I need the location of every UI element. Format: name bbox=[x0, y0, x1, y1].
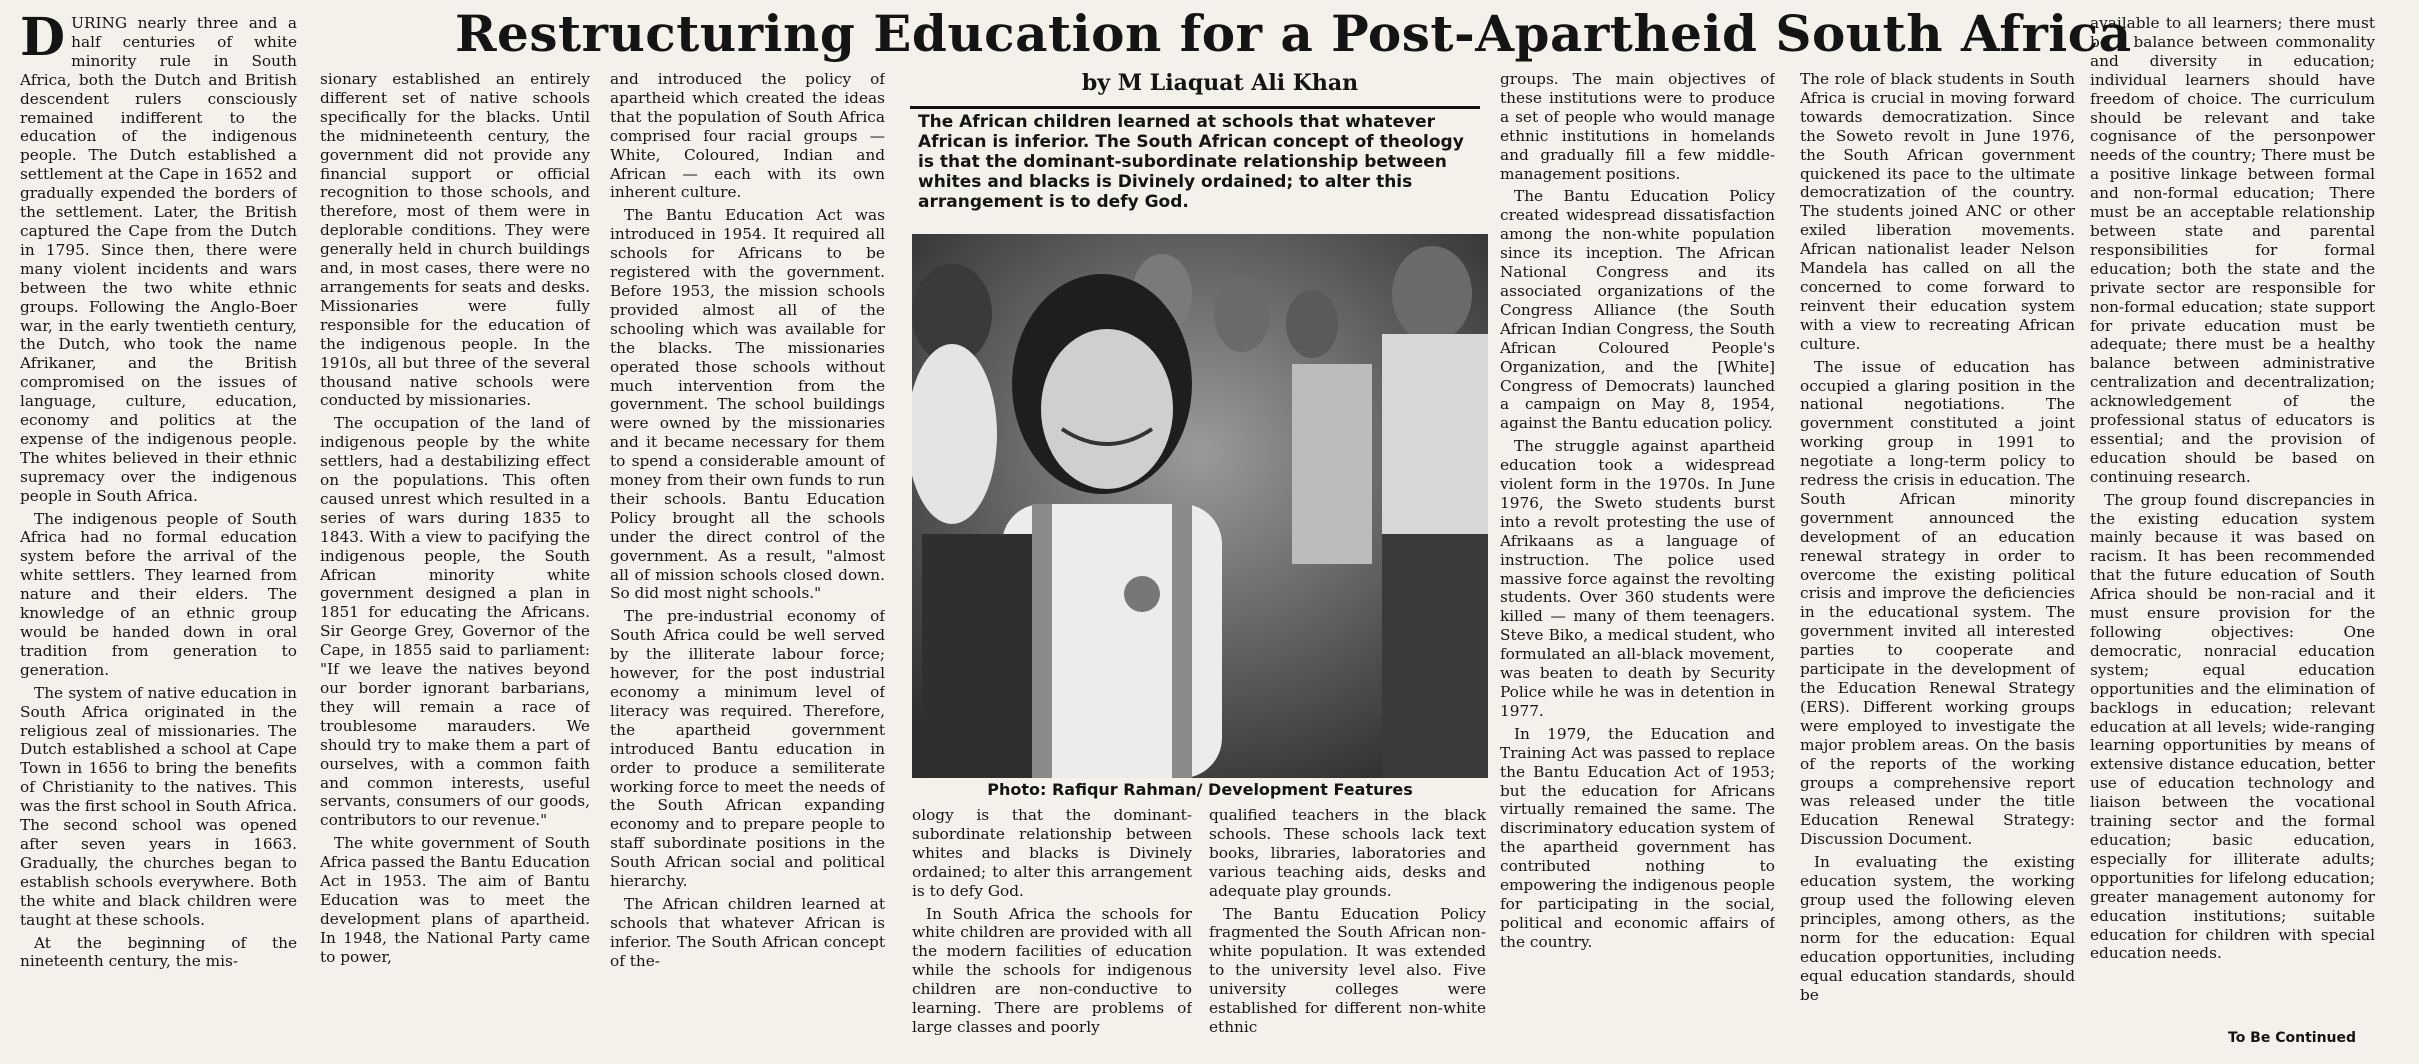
article-column-5 bbox=[1209, 806, 1486, 1041]
paragraph: and introduced the policy of apartheid which created the ideas that the population of South Africa comprised four racial groups — White, Coloured, Indian and African — each with its own inherent culture. bbox=[610, 70, 885, 202]
paragraph: The issue of education has occupied a glaring position in the national negotiations. The government constituted a joint working group in 1991 to negotiate a long-term policy to redress the crisis in education. The South African minority government announced the development of an education renewal strategy in order to overcome the existing political crisis and improve the deficiencies in the educational system. The government invited all interested parties to cooperate and participate in the development of the Education Renewal Strategy (ERS). Different working groups were employed to investigate the major problem areas. On the basis of the reports of the working groups a comprehensive report was released under the title Education Renewal Strategy: Discussion Document. bbox=[1800, 357, 2075, 849]
paragraph: sionary established an entirely different set of native schools specifically for the blacks. Until the midnineteenth century, the government did not provide any financial support or official recognition to those schools, and therefore, most of them were in deplorable conditions. They were generally held in church buildings and, in most cases, there were no arrangements for seats and desks. Missionaries were fully responsible for the education of the indigenous people. In the 1910s, all but three of the several thousand native schools were conducted by missionaries. bbox=[320, 70, 590, 410]
paragraph: The group found discrepancies in the existing education system mainly because it was based on racism. It has been recommended that the future education of South Africa should be non-racial and it must ensure provision for the following objectives: One democratic, nonracial education system; equal education opportunities and the elimination of backlogs in education; relevant education at all levels; wide-ranging learning opportunities by means of extensive distance education, better use of education technology and liaison between the vocational training sector and the formal education; basic education, especially for illiterate adults; opportunities for lifelong education; greater management autonomy for education institutions; suitable education for children with special education needs. bbox=[2090, 490, 2375, 963]
paragraph: The white government of South Africa passed the Bantu Education Act in 1953. The aim of Bantu Education was to meet the development plans of apartheid. In 1948, the National Party came to power, bbox=[320, 834, 590, 966]
article-column-2 bbox=[320, 70, 590, 971]
paragraph: ology is that the dominant-subordinate relationship between whites and blacks is Divinely ordained; to alter this arrangement is to defy God. bbox=[912, 806, 1192, 900]
paragraph: The struggle against apartheid education took a widespread violent form in the 1970s. In June 1976, the Sweto students burst into a revolt protesting the use of Afrikaans as a language of instruction. The police used massive force against the revolting students. Over 360 students were killed — many of them teenagers. Steve Biko, a medical student, who formulated an all-black movement, was beaten to death by Security Police while he was in detention in 1977. bbox=[1500, 437, 1775, 720]
news-photo bbox=[912, 234, 1488, 778]
article-column-7 bbox=[1800, 70, 2075, 1008]
paragraph: URING nearly three and a half centuries of white minority rule in South Africa, both the Dutch and British descendent rulers consciously remained indifferent to the education of the indigenous people. The Dutch established a settlement at the Cape in 1652 and gradually expended the borders of the settlement. Later, the British captured the Cape from the Dutch in 1795. Since then, there were many violent incidents and wars between the two white ethnic groups. Following the Anglo-Boer war, in the early twentieth century, the Dutch, who took the name Afrikaner, and the British compromised on the issues of language, culture, education, economy and politics at the expense of the indigenous people. The whites believed in their ethnic supremacy over the indigenous people in South Africa. bbox=[20, 14, 297, 505]
paragraph: The Bantu Education Policy fragmented the South African non-white population. It was extended to the university level also. Five university colleges were established for different non-white ethnic bbox=[1209, 904, 1486, 1036]
article-column-4 bbox=[912, 806, 1192, 1041]
paragraph: The indigenous people of South Africa had no formal education system before the arrival of the white settlers. They learned from nature and their elders. The knowledge of an ethnic group would be handed down in oral tradition from generation to generation. bbox=[20, 509, 297, 679]
paragraph: The Bantu Education Policy created widespread dissatisfaction among the non-white population since its inception. The African National Congress and its associated organizations of the Congress Alliance (the South African Indian Congress, the South African Coloured People's Organization, and the [White] Congress of Democrats) launched a campaign on May 8, 1954, against the Bantu education policy. bbox=[1500, 187, 1775, 433]
byline: by M Liaquat Ali Khan bbox=[1081, 70, 1359, 96]
paragraph: The occupation of the land of indigenous people by the white settlers, had a destabilizing effect on the populations. This often caused unrest which resulted in a series of wars during 1835 to 1843. With a view to pacifying the indigenous people, the South African minority white government designed a plan in 1851 for educating the Africans. Sir George Grey, Governor of the Cape, in 1855 said to parliament: "If we leave the natives beyond our border ignorant barbarians, they will remain a race of troublesome marauders. We should try to make them a part of ourselves, with a common faith and common interests, useful servants, consumers of our goods, contributors to our revenue." bbox=[320, 414, 590, 830]
paragraph: qualified teachers in the black schools. These schools lack text books, libraries, laboratories and various teaching aids, desks and adequate play grounds. bbox=[1209, 806, 1486, 900]
article-column-1 bbox=[20, 14, 297, 975]
paragraph: The system of native education in South Africa originated in the religious zeal of missionaries. The Dutch established a school at Cape Town in 1656 to bring the benefits of Christianity to the natives. This was the first school in South Africa. The second school was opened after seven years in 1663. Gradually, the churches began to establish schools everywhere. Both the white and black children were taught at these schools. bbox=[20, 683, 297, 929]
paragraph: The role of black students in South Africa is crucial in moving forward towards democratization. Since the Soweto revolt in June 1976, the South African government quickened its pace to the ultimate democratization of the country. The students joined ANC or other exiled liberation movements. African nationalist leader Nelson Mandela has called on all the concerned to come forward to reinvent their education system with a view to recreating African culture. bbox=[1800, 70, 2075, 353]
article-column-3 bbox=[610, 70, 885, 975]
article-column-8 bbox=[2090, 14, 2375, 967]
paragraph: In evaluating the existing education system, the working group used the following eleven principles, among others, as the norm for the education: Equal education opportunities, including equal education standards, should be bbox=[1800, 853, 2075, 1004]
pull-quote: The African children learned at schools that whatever African is inferior. The South African concept of theology is that the dominant-subordinate relationship between whites and blacks is Divinely ordained; to alter this arrangement is to defy God. bbox=[918, 112, 1464, 212]
paragraph: In 1979, the Education and Training Act was passed to replace the Bantu Education Act of 1953; but the education for Africans virtually remained the same. The discriminatory education system of the apartheid government has contributed nothing to empowering the indigenous people for participating in the social, political and economic affairs of the country. bbox=[1500, 724, 1775, 951]
paragraph: The African children learned at schools that whatever African is inferior. The South African concept of the- bbox=[610, 894, 885, 970]
article-column-6 bbox=[1500, 70, 1775, 956]
paragraph: At the beginning of the nineteenth century, the mis- bbox=[20, 933, 297, 971]
drop-cap: D bbox=[20, 14, 66, 68]
continued-label: To Be Continued bbox=[2228, 1030, 2357, 1046]
paragraph: groups. The main objectives of these institutions were to produce a set of people who would manage ethnic institutions in homelands and gradually fill a few middle-management positions. bbox=[1500, 70, 1775, 183]
paragraph: available to all learners; there must be a balance between commonality and diversity in education; individual learners should have freedom of choice. The curriculum should be relevant and take cognisance of the personpower needs of the country; There must be a positive linkage between formal and non-formal education; There must be an acceptable relationship between state and parental responsibilities for formal education; both the state and the private sector are responsible for non-formal education; state support for private education must be adequate; there must be a healthy balance between administrative centralization and decentralization; acknowledgement of the professional status of educators is essential; and the provision of education should be based on continuing research. bbox=[2090, 14, 2375, 486]
headline: Restructuring Education for a Post-Apartheid South Africa bbox=[455, 4, 2132, 63]
paragraph: The pre-industrial economy of South Africa could be well served by the illiterate labour force; however, for the post industrial economy a minimum level of literacy was required. Therefore, the apartheid government introduced Bantu education in order to produce a semiliterate working force to meet the needs of the South African expanding economy and to prepare people to staff subordinate positions in the South African social and political hierarchy. bbox=[610, 607, 885, 891]
paragraph: In South Africa the schools for white children are provided with all the modern facilities of education while the schools for indigenous children are non-conductive to learning. There are problems of large classes and poorly bbox=[912, 904, 1192, 1036]
photo-illustration bbox=[912, 234, 1488, 778]
paragraph: The Bantu Education Act was introduced in 1954. It required all schools for Africans to be registered with the government. Before 1953, the mission schools provided almost all of the schooling which was available for the blacks. The missionaries operated those schools without much intervention from the government. The school buildings were owned by the missionaries and it became necessary for them to spend a considerable amount of money from their own funds to run their schools. Bantu Education Policy brought all the schools under the direct control of the government. As a result, "almost all of mission schools closed down. So did most night schools." bbox=[610, 206, 885, 603]
pullquote-rule bbox=[910, 106, 1480, 109]
photo-caption: Photo: Rafiqur Rahman/ Development Features bbox=[987, 780, 1413, 799]
